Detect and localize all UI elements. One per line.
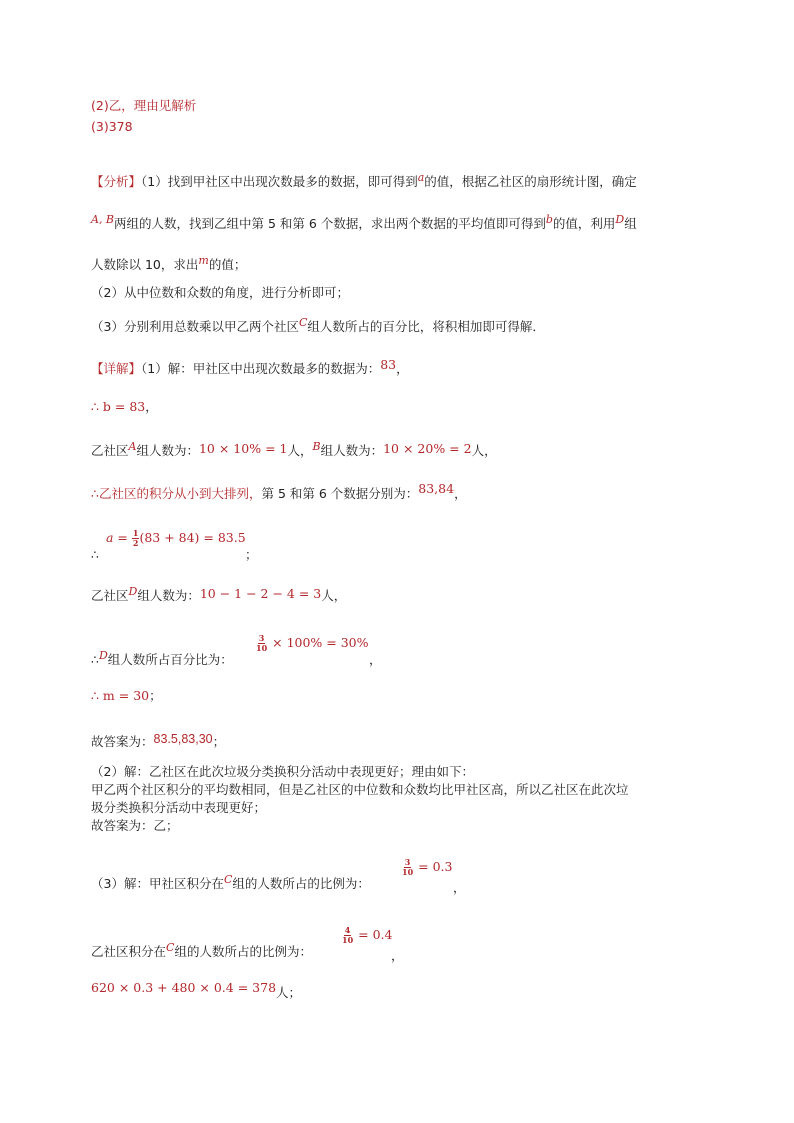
part2-line-2: 甲乙两个社区积分的平均数相同，但是乙社区的中位数和众数均比甲社区高，所以乙社区在此次垃 [91,782,629,797]
analysis-line-5: （3）分别利用总数乘以甲乙两个社区C组人数所占的百分比，将积相加即可得解． [91,316,545,334]
analysis-label: 【分析】 [91,174,142,189]
detail-line-2: ∴ b = 83， [91,399,158,414]
var-a: a [417,171,425,184]
detail-line-8: ∴ m = 30； [91,688,162,703]
part2-line-3: 圾分类换积分活动中表现更好； [91,800,267,815]
detail-line-1: 【详解】（1）解：甲社区中出现次数最多的数据为：83， [91,357,409,376]
detail-line-9: 故答案为：83.5,83,30； [91,732,226,749]
analysis-line-1: 【分析】（1）找到甲社区中出现次数最多的数据，即可得到a的值，根据乙社区的扇形统计图，确定 [91,171,637,189]
detail-label: 【详解】 [91,361,142,376]
part2-line-4: 故答案为：乙； [91,818,179,833]
detail-line-3: 乙社区A组人数为：10 × 10% = 1人，B组人数为：10 × 20% = 2人， [91,440,497,458]
analysis-line-4: （2）从中位数和众数的角度，进行分析即可； [91,285,349,300]
detail-line-4: ∴乙社区的积分从小到大排列，第 5 和第 6 个数据分别为：83,84， [91,481,467,501]
answer-3: (3)378 [91,119,133,134]
fraction-half: $\frac{1}{2}$ [132,528,139,548]
detail-line-6: 乙社区D组人数为：10 − 1 − 2 − 4 = 3人， [91,585,347,603]
fraction-3-10: $\frac{3}{10}$ [256,633,268,653]
part2-line-1: （2）解：乙社区在此次垃圾分类换积分活动中表现更好；理由如下： [91,764,474,779]
var-ab: A, B [91,213,115,226]
analysis-line-3: 人数除以 10，求出m的值； [91,254,247,272]
analysis-line-2: A, B两组的人数，找到乙组中第 5 和第 6 个数据，求出两个数据的平均值即可得到b的值，利用D组 [91,213,637,231]
part3-line-3: 620 × 0.3 + 480 × 0.4 = 378人； [91,980,302,1000]
answer-2: (2)乙，理由见解析 [91,98,197,113]
